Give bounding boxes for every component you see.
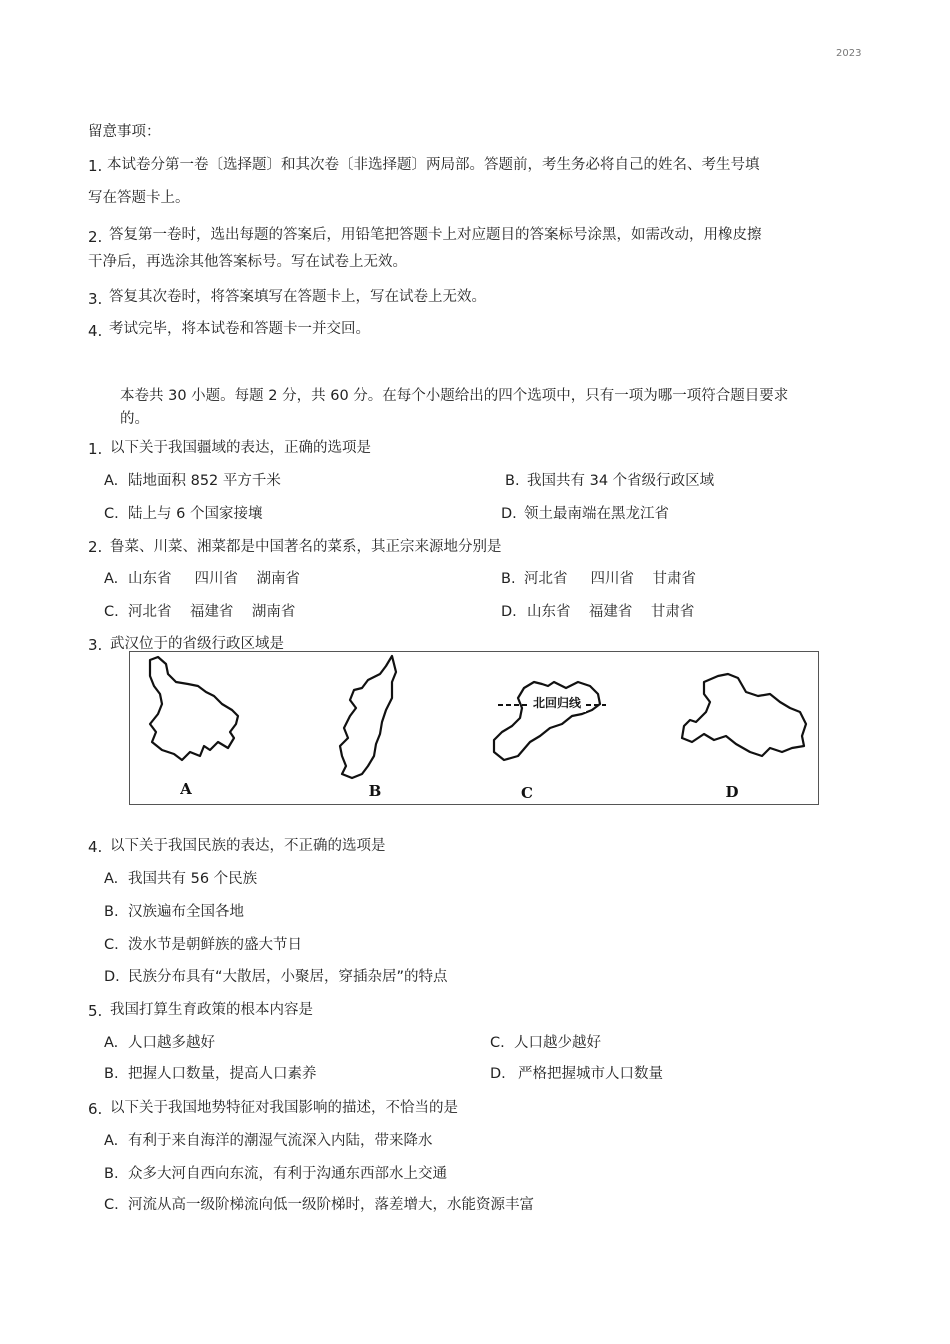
- option-text: 泼水节是朝鲜族的盛大节日: [128, 937, 302, 953]
- option-label: B.: [505, 473, 520, 489]
- option-text: 陆地面积 852 平方千米: [128, 473, 281, 489]
- question-number: 2.: [88, 538, 103, 556]
- option-text: 河流从高一级阶梯流向低一级阶梯时，落差增大，水能资源丰富: [128, 1197, 534, 1213]
- option-label: A.: [104, 1133, 119, 1149]
- option-label: C.: [104, 1197, 119, 1213]
- question-text: 武汉位于的省级行政区域是: [110, 636, 284, 652]
- notice-item-num: 3.: [88, 290, 103, 308]
- question-number: 6.: [88, 1100, 103, 1118]
- option-text: 山东省 福建省 甘肃省: [527, 604, 695, 620]
- question-text: 鲁菜、川菜、湘菜都是中国著名的菜系，其正宗来源地分别是: [110, 539, 502, 555]
- option-label: A.: [104, 571, 119, 587]
- question-text: 以下关于我国民族的表达，不正确的选项是: [110, 838, 386, 854]
- option-text: 河北省 福建省 湖南省: [128, 604, 296, 620]
- question-text: 以下关于我国地势特征对我国影响的描述，不恰当的是: [110, 1100, 458, 1116]
- notice-title: 留意事项：: [88, 124, 161, 140]
- option-label: D.: [501, 604, 517, 620]
- notice-item-text: 答复其次卷时，将答案填写在答题卡上，写在试卷上无效。: [109, 289, 486, 305]
- figure-label-a: A: [180, 780, 192, 798]
- question-number: 1.: [88, 440, 103, 458]
- option-label: D.: [490, 1066, 506, 1082]
- option-label: B.: [104, 904, 119, 920]
- province-shape-a: [150, 657, 238, 760]
- notice-item-text-cont: 写在答题卡上。: [88, 190, 190, 206]
- option-text: 有利于来自海洋的潮湿气流深入内陆，带来降水: [128, 1133, 433, 1149]
- province-shape-b: [340, 656, 396, 778]
- notice-item-text-cont: 干净后，再选涂其他答案标号。写在试卷上无效。: [88, 254, 407, 270]
- option-text: 人口越多越好: [128, 1035, 215, 1051]
- option-label: D.: [501, 506, 517, 522]
- option-label: C.: [104, 604, 119, 620]
- option-text: 河北省 四川省 甘肃省: [524, 571, 696, 587]
- option-label: B.: [104, 1166, 119, 1182]
- notice-item-text: 考试完毕，将本试卷和答题卡一并交回。: [109, 321, 370, 337]
- question-text: 我国打算生育政策的根本内容是: [110, 1002, 313, 1018]
- notice-item-num: 2.: [88, 228, 103, 246]
- option-label: C.: [104, 937, 119, 953]
- option-text: 众多大河自西向东流，有利于沟通东西部水上交通: [128, 1166, 447, 1182]
- option-text: 陆上与 6 个国家接壤: [128, 506, 263, 522]
- option-label: B.: [104, 1066, 119, 1082]
- section-intro: 本卷共 30 小题。每题 2 分，共 60 分。在每个小题给出的四个选项中，只有一项为哪一项符合题目要求: [120, 388, 789, 404]
- option-label: C.: [490, 1035, 505, 1051]
- option-text: 领土最南端在黑龙江省: [524, 506, 669, 522]
- option-label: A.: [104, 871, 119, 887]
- option-label: A.: [104, 1035, 119, 1051]
- figure-label-c: C: [521, 784, 533, 802]
- question-number: 5.: [88, 1002, 103, 1020]
- option-text: 严格把握城市人口数量: [518, 1066, 663, 1082]
- option-text: 民族分布具有“大散居，小聚居，穿插杂居”的特点: [128, 969, 448, 985]
- question-number: 4.: [88, 838, 103, 856]
- question-number: 3.: [88, 636, 103, 654]
- option-text: 把握人口数量，提高人口素养: [128, 1066, 317, 1082]
- notice-item-text: 本试卷分第一卷〔选择题〕和其次卷〔非选择题〕两局部。答题前，考生务必将自己的姓名、考生号填: [107, 157, 760, 173]
- province-maps-figure: [129, 651, 819, 805]
- notice-item-num: 4.: [88, 322, 103, 340]
- option-text: 我国共有 34 个省级行政区域: [527, 473, 715, 489]
- figure-label-b: B: [368, 782, 382, 800]
- page-year: 2023: [836, 48, 862, 59]
- option-label: A.: [104, 473, 119, 489]
- option-text: 人口越少越好: [514, 1035, 601, 1051]
- question-text: 以下关于我国疆域的表达，正确的选项是: [110, 440, 371, 456]
- option-label: B.: [501, 571, 516, 587]
- notice-item-num: 1.: [88, 157, 103, 175]
- option-text: 我国共有 56 个民族: [128, 871, 258, 887]
- notice-item-text: 答复第一卷时，选出每题的答案后，用铅笔把答题卡上对应题目的答案标号涂黑，如需改动，用橡皮擦: [109, 227, 762, 243]
- figure-label-d: D: [725, 783, 739, 801]
- option-label: D.: [104, 969, 120, 985]
- section-intro-cont: 的。: [120, 411, 149, 427]
- option-label: C.: [104, 506, 119, 522]
- tropic-label: 北回归线: [532, 696, 582, 710]
- option-text: 山东省 四川省 湖南省: [128, 571, 300, 587]
- province-shape-d: [682, 674, 806, 756]
- option-text: 汉族遍布全国各地: [128, 904, 244, 920]
